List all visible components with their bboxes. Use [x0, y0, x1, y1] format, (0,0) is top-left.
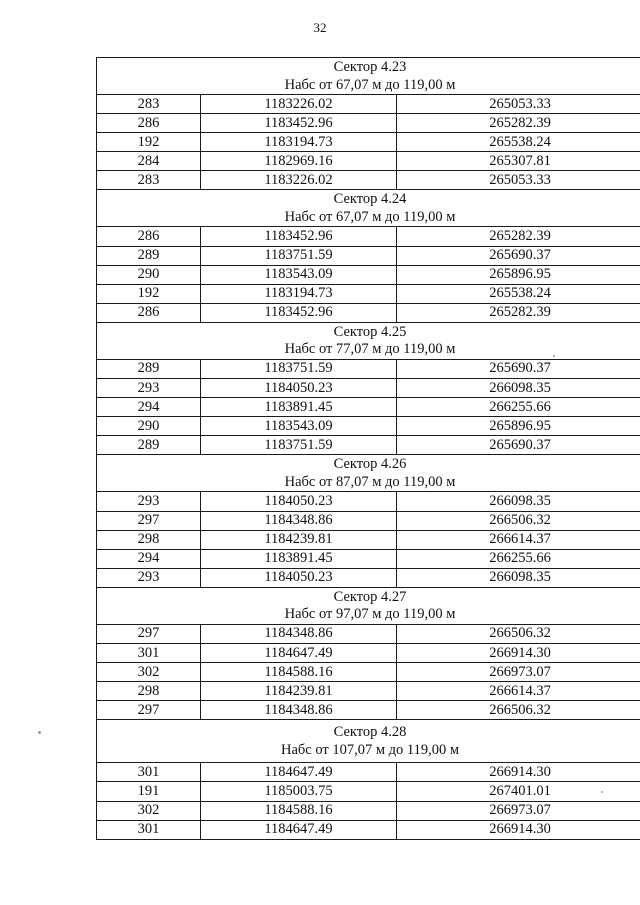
x-coordinate-cell: 1183751.59 [201, 246, 397, 265]
y-coordinate-cell: 265690.37 [397, 246, 640, 265]
table-row [97, 568, 640, 587]
table-row [97, 511, 640, 530]
table-row [97, 549, 640, 568]
y-coordinate-cell: 267401.01 [397, 782, 640, 801]
table-row [97, 284, 640, 303]
point-number-cell: 286 [97, 303, 201, 322]
scan-speck [601, 791, 603, 793]
y-coordinate-cell: 265282.39 [397, 227, 640, 246]
point-number-cell: 301 [97, 763, 201, 782]
x-coordinate-cell: 1183751.59 [201, 436, 397, 455]
sector-header-row [97, 322, 640, 359]
point-number-cell: 297 [97, 701, 201, 720]
y-coordinate-cell: 265282.39 [397, 114, 640, 133]
y-coordinate-cell: 266914.30 [397, 763, 640, 782]
x-coordinate-cell: 1183452.96 [201, 227, 397, 246]
table-row [97, 303, 640, 322]
y-coordinate-cell: 266614.37 [397, 682, 640, 701]
sector-title: Сектор 4.25 [333, 323, 407, 340]
table-row [97, 265, 640, 284]
sector-height-range: Набс от 87,07 м до 119,00 м [284, 473, 456, 490]
sector-header-row [97, 587, 640, 624]
point-number-cell: 294 [97, 398, 201, 417]
y-coordinate-cell: 266973.07 [397, 663, 640, 682]
y-coordinate-cell: 266098.35 [397, 379, 640, 398]
y-coordinate-cell: 266914.30 [397, 820, 640, 839]
sector-height-range: Набс от 77,07 м до 119,00 м [284, 341, 456, 358]
point-number-cell: 293 [97, 568, 201, 587]
point-number-cell: 290 [97, 265, 201, 284]
table-row [97, 763, 640, 782]
table-row [97, 682, 640, 701]
table-row [97, 624, 640, 643]
table-row [97, 530, 640, 549]
sector-height-range: Набс от 97,07 м до 119,00 м [284, 606, 456, 623]
point-number-cell: 294 [97, 549, 201, 568]
table-row [97, 152, 640, 171]
table-row [97, 398, 640, 417]
y-coordinate-cell: 265282.39 [397, 303, 640, 322]
sector-header-row [97, 58, 640, 95]
table-row [97, 820, 640, 839]
table-row [97, 492, 640, 511]
sector-header-cell [97, 322, 640, 359]
point-number-cell: 191 [97, 782, 201, 801]
y-coordinate-cell: 265690.37 [397, 359, 640, 378]
x-coordinate-cell: 1184348.86 [201, 624, 397, 643]
y-coordinate-cell: 266914.30 [397, 643, 640, 662]
table-row [97, 643, 640, 662]
table-row [97, 95, 640, 114]
table-row [97, 227, 640, 246]
y-coordinate-cell: 265690.37 [397, 436, 640, 455]
x-coordinate-cell: 1184050.23 [201, 492, 397, 511]
point-number-cell: 301 [97, 643, 201, 662]
point-number-cell: 293 [97, 379, 201, 398]
x-coordinate-cell: 1184647.49 [201, 763, 397, 782]
sector-header-row [97, 455, 640, 492]
point-number-cell: 298 [97, 682, 201, 701]
table-row [97, 171, 640, 190]
table-row [97, 114, 640, 133]
y-coordinate-cell: 266255.66 [397, 549, 640, 568]
sector-height-range: Набс от 67,07 м до 119,00 м [284, 208, 456, 225]
sector-header-cell [97, 190, 640, 227]
point-number-cell: 289 [97, 436, 201, 455]
x-coordinate-cell: 1182969.16 [201, 152, 397, 171]
point-number-cell: 289 [97, 359, 201, 378]
coordinates-table [96, 57, 640, 840]
sector-header-cell [97, 455, 640, 492]
x-coordinate-cell: 1184239.81 [201, 682, 397, 701]
point-number-cell: 284 [97, 152, 201, 171]
table-row [97, 801, 640, 820]
sector-title: Сектор 4.23 [333, 59, 407, 75]
x-coordinate-cell: 1183543.09 [201, 265, 397, 284]
sector-height-range: Набс от 107,07 м до 119,00 м [280, 741, 460, 758]
y-coordinate-cell: 265053.33 [397, 171, 640, 190]
point-number-cell: 192 [97, 284, 201, 303]
point-number-cell: 302 [97, 663, 201, 682]
x-coordinate-cell: 1183891.45 [201, 398, 397, 417]
x-coordinate-cell: 1184348.86 [201, 701, 397, 720]
x-coordinate-cell: 1184050.23 [201, 379, 397, 398]
sector-header-cell [97, 720, 640, 763]
sector-header-cell [97, 58, 640, 95]
point-number-cell: 286 [97, 227, 201, 246]
point-number-cell: 293 [97, 492, 201, 511]
point-number-cell: 289 [97, 246, 201, 265]
y-coordinate-cell: 265538.24 [397, 133, 640, 152]
point-number-cell: 283 [97, 171, 201, 190]
y-coordinate-cell: 266614.37 [397, 530, 640, 549]
x-coordinate-cell: 1184647.49 [201, 643, 397, 662]
point-number-cell: 297 [97, 624, 201, 643]
x-coordinate-cell: 1183543.09 [201, 417, 397, 436]
table-row [97, 246, 640, 265]
point-number-cell: 302 [97, 801, 201, 820]
y-coordinate-cell: 266506.32 [397, 624, 640, 643]
sector-title: Сектор 4.27 [333, 588, 407, 605]
y-coordinate-cell: 266255.66 [397, 398, 640, 417]
table-row [97, 379, 640, 398]
y-coordinate-cell: 266098.35 [397, 492, 640, 511]
x-coordinate-cell: 1184588.16 [201, 801, 397, 820]
y-coordinate-cell: 266506.32 [397, 701, 640, 720]
table-row [97, 133, 640, 152]
x-coordinate-cell: 1183194.73 [201, 133, 397, 152]
y-coordinate-cell: 266098.35 [397, 568, 640, 587]
scan-speck [553, 355, 555, 357]
y-coordinate-cell: 266973.07 [397, 801, 640, 820]
point-number-cell: 283 [97, 95, 201, 114]
sector-height-range: Набс от 67,07 м до 119,00 м [284, 76, 456, 93]
coordinates-table-body [97, 58, 640, 840]
y-coordinate-cell: 265053.33 [397, 95, 640, 114]
y-coordinate-cell: 266506.32 [397, 511, 640, 530]
scan-speck [38, 731, 41, 734]
point-number-cell: 297 [97, 511, 201, 530]
page-number: 32 [313, 20, 327, 35]
x-coordinate-cell: 1183226.02 [201, 95, 397, 114]
x-coordinate-cell: 1183891.45 [201, 549, 397, 568]
x-coordinate-cell: 1184050.23 [201, 568, 397, 587]
y-coordinate-cell: 265896.95 [397, 265, 640, 284]
sector-title: Сектор 4.26 [333, 456, 407, 473]
x-coordinate-cell: 1184647.49 [201, 820, 397, 839]
table-row [97, 701, 640, 720]
x-coordinate-cell: 1183194.73 [201, 284, 397, 303]
y-coordinate-cell: 265896.95 [397, 417, 640, 436]
point-number-cell: 298 [97, 530, 201, 549]
table-row [97, 782, 640, 801]
table-row [97, 663, 640, 682]
sector-title: Сектор 4.24 [333, 191, 407, 208]
point-number-cell: 301 [97, 820, 201, 839]
point-number-cell: 192 [97, 133, 201, 152]
sector-title: Сектор 4.28 [333, 724, 407, 741]
x-coordinate-cell: 1184588.16 [201, 663, 397, 682]
x-coordinate-cell: 1184239.81 [201, 530, 397, 549]
x-coordinate-cell: 1185003.75 [201, 782, 397, 801]
table-row [97, 359, 640, 378]
x-coordinate-cell: 1183226.02 [201, 171, 397, 190]
table-row [97, 417, 640, 436]
table-row [97, 436, 640, 455]
x-coordinate-cell: 1183452.96 [201, 114, 397, 133]
sector-header-row [97, 720, 640, 763]
sector-header-cell [97, 587, 640, 624]
x-coordinate-cell: 1183452.96 [201, 303, 397, 322]
y-coordinate-cell: 265307.81 [397, 152, 640, 171]
point-number-cell: 290 [97, 417, 201, 436]
x-coordinate-cell: 1183751.59 [201, 359, 397, 378]
x-coordinate-cell: 1184348.86 [201, 511, 397, 530]
point-number-cell: 286 [97, 114, 201, 133]
sector-header-row [97, 190, 640, 227]
y-coordinate-cell: 265538.24 [397, 284, 640, 303]
